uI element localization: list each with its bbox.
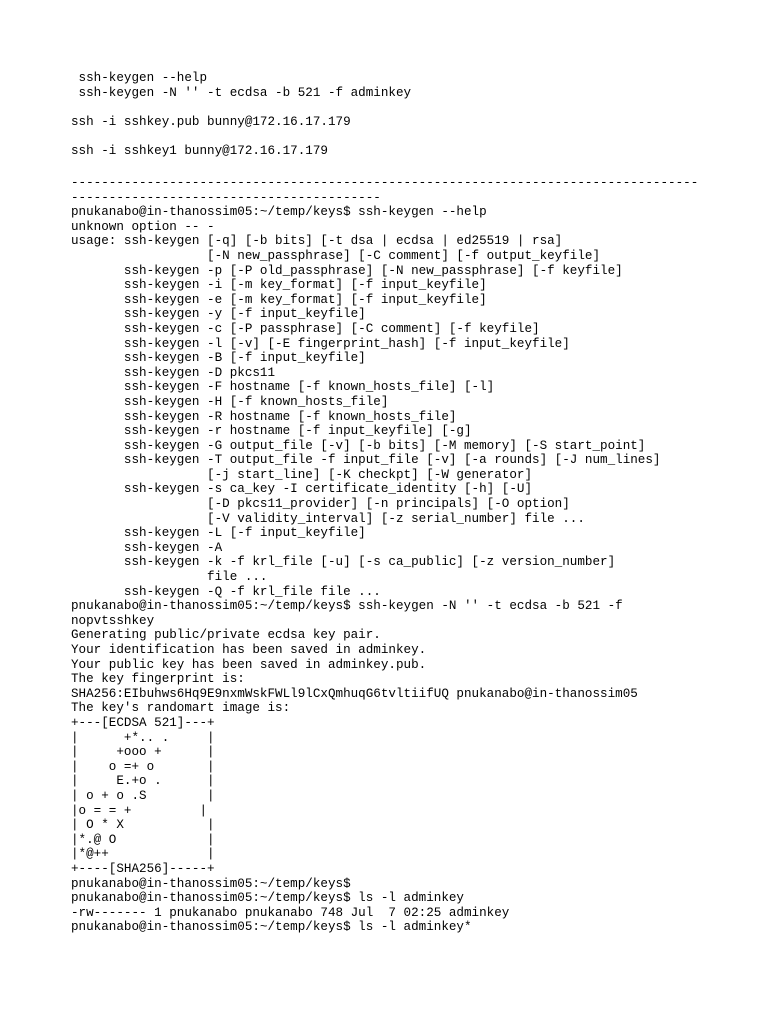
terminal-line: The key's randomart image is: xyxy=(71,701,291,716)
note-line: ssh -i sshkey1 bunny@172.16.17.179 xyxy=(71,143,328,158)
terminal-line: [-j start_line] [-K checkpt] [-W generator] xyxy=(71,467,533,482)
terminal-line: ssh-keygen -D pkcs11 xyxy=(71,365,276,380)
terminal-line: ssh-keygen -T output_file -f input_file [-v] [-a rounds] [-J num_lines] xyxy=(71,453,661,468)
terminal-line: | E.+o . | xyxy=(71,774,215,789)
terminal-line: ssh-keygen -s ca_key -I certificate_identity [-h] [-U] xyxy=(71,482,533,497)
terminal-line: SHA256:EIbuhws6Hq9E9nxmWskFWLl9lCxQmhuqG6tvltiifUQ pnukanabo@in-thanossim05 xyxy=(71,686,638,701)
terminal-line: unknown option -- - xyxy=(71,219,215,234)
terminal-line: ssh-keygen -e [-m key_format] [-f input_keyfile] xyxy=(71,292,487,307)
terminal-output xyxy=(71,176,698,935)
terminal-line: ssh-keygen -L [-f input_keyfile] xyxy=(71,526,366,541)
terminal-line: ssh-keygen -k -f krl_file [-u] [-s ca_public] [-z version_number] xyxy=(71,555,616,570)
note-line: ssh-keygen -N '' -t ecdsa -b 521 -f adminkey xyxy=(71,85,412,100)
terminal-line: ssh-keygen -Q -f krl_file file ... xyxy=(71,584,381,599)
terminal-line: -rw------- 1 pnukanabo pnukanabo 748 Jul 7 02:25 adminkey xyxy=(71,905,510,920)
terminal-line: | o =+ o | xyxy=(71,759,215,774)
terminal-line: ssh-keygen -R hostname [-f known_hosts_file] xyxy=(71,409,457,424)
terminal-line: usage: ssh-keygen [-q] [-b bits] [-t dsa | ecdsa | ed25519 | rsa] xyxy=(71,234,563,249)
terminal-line: ssh-keygen -F hostname [-f known_hosts_file] [-l] xyxy=(71,380,495,395)
terminal-line: ssh-keygen -r hostname [-f input_keyfile] [-g] xyxy=(71,424,472,439)
command-notes xyxy=(71,71,411,159)
terminal-line: Your public key has been saved in adminkey.pub. xyxy=(71,657,427,672)
note-line xyxy=(71,129,411,144)
terminal-line: ----------------------------------------- xyxy=(71,190,381,205)
terminal-line: [-D pkcs11_provider] [-n principals] [-O option] xyxy=(71,497,570,512)
terminal-line: |*.@ O | xyxy=(71,832,215,847)
terminal-line: +----[SHA256]-----+ xyxy=(71,861,215,876)
terminal-line: Your identification has been saved in adminkey. xyxy=(71,643,427,657)
terminal-line: pnukanabo@in-thanossim05:~/temp/keys$ ls -l adminkey xyxy=(71,891,464,906)
terminal-line: nopvtsshkey xyxy=(71,613,155,628)
terminal-line: ssh-keygen -G output_file [-v] [-b bits] [-M memory] [-S start_point] xyxy=(71,438,646,453)
note-line xyxy=(71,100,411,115)
terminal-line: | o + o .S | xyxy=(71,788,215,803)
terminal-line: [-V validity_interval] [-z serial_number] file ... xyxy=(71,511,585,526)
note-line: ssh-keygen --help xyxy=(71,71,208,85)
terminal-line: ssh-keygen -H [-f known_hosts_file] xyxy=(71,394,389,409)
terminal-line: |o = = + | xyxy=(71,803,208,818)
terminal-line: Generating public/private ecdsa key pair. xyxy=(71,628,381,643)
terminal-line: pnukanabo@in-thanossim05:~/temp/keys$ ssh-keygen -N '' -t ecdsa -b 521 -f xyxy=(71,599,623,614)
terminal-line: pnukanabo@in-thanossim05:~/temp/keys$ xyxy=(71,876,351,891)
terminal-line: file ... xyxy=(71,570,268,585)
terminal-line: [-N new_passphrase] [-C comment] [-f output_keyfile] xyxy=(71,248,601,263)
terminal-line: | O * X | xyxy=(71,818,215,833)
terminal-line: |*@++ | xyxy=(71,847,215,862)
terminal-line: +---[ECDSA 521]---+ xyxy=(71,715,215,730)
terminal-line: ssh-keygen -c [-P passphrase] [-C comment] [-f keyfile] xyxy=(71,321,540,336)
terminal-line: The key fingerprint is: xyxy=(71,672,245,687)
terminal-line: ssh-keygen -y [-f input_keyfile] xyxy=(71,307,366,322)
terminal-line: ssh-keygen -l [-v] [-E fingerprint_hash] [-f input_keyfile] xyxy=(71,336,570,351)
terminal-line: ----------------------------------------------------------------------------------- xyxy=(71,176,699,190)
terminal-line: | +ooo + | xyxy=(71,745,215,760)
terminal-line: pnukanabo@in-thanossim05:~/temp/keys$ ssh-keygen --help xyxy=(71,205,487,220)
terminal-line: pnukanabo@in-thanossim05:~/temp/keys$ ls -l adminkey* xyxy=(71,920,472,935)
terminal-line: ssh-keygen -i [-m key_format] [-f input_keyfile] xyxy=(71,278,487,293)
terminal-line: ssh-keygen -A xyxy=(71,540,223,555)
note-line: ssh -i sshkey.pub bunny@172.16.17.179 xyxy=(71,114,351,129)
terminal-line: ssh-keygen -B [-f input_keyfile] xyxy=(71,351,366,366)
terminal-line: | +*.. . | xyxy=(71,730,215,745)
terminal-line: ssh-keygen -p [-P old_passphrase] [-N new_passphrase] [-f keyfile] xyxy=(71,263,623,278)
